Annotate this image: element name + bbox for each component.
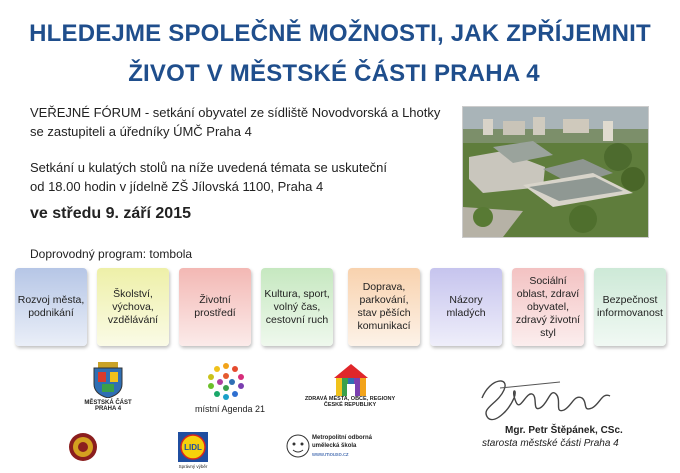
topic-card-nazory-mladych bbox=[430, 268, 502, 346]
lidl-logo-text: LIDL bbox=[184, 443, 202, 452]
praha4-coat-of-arms-icon bbox=[92, 362, 124, 398]
meeting-line1: Setkání u kulatých stolů na níže uvedená témata se uskuteční bbox=[30, 160, 387, 175]
mouso-logo-text: Metropolitní odborná umělecká škola bbox=[312, 435, 372, 449]
partner-logos bbox=[0, 360, 680, 473]
topic-card-socialni-oblast bbox=[512, 268, 584, 346]
forum-text bbox=[30, 103, 450, 141]
topic-card-skolstvi bbox=[97, 268, 169, 346]
topic-cards bbox=[15, 268, 675, 348]
meeting-text bbox=[30, 158, 450, 196]
agenda21-logo-text: místní Agenda 21 bbox=[194, 404, 266, 414]
mayor-role: starosta městské části Praha 4 bbox=[482, 438, 619, 449]
forum-line1: VEŘEJNÉ FÓRUM - setkání obyvatel ze sídliště Novodvorská a Lhotky bbox=[30, 105, 441, 120]
topic-label: Školství, výchova, vzdělávání bbox=[107, 287, 159, 326]
accompanying-program: Doprovodný program: tombola bbox=[30, 247, 193, 261]
topic-label: Rozvoj města, podnikání bbox=[17, 294, 85, 319]
topic-card-kultura bbox=[261, 268, 333, 346]
school-seal-icon bbox=[68, 432, 98, 462]
aerial-photo-illustration bbox=[463, 107, 648, 237]
healthy-cities-house-icon bbox=[334, 364, 368, 396]
lidl-logo-icon bbox=[178, 432, 208, 462]
agenda21-logo-icon bbox=[206, 362, 246, 400]
topic-label: Kultura, sport, volný čas, cestovní ruch bbox=[264, 287, 330, 326]
topic-card-zivotni-prostredi bbox=[179, 268, 251, 346]
page-title-line2: ŽIVOT V MĚSTSKÉ ČÁSTI PRAHA 4 bbox=[128, 60, 540, 87]
event-date: ve středu 9. září 2015 bbox=[30, 205, 191, 222]
topic-label: Bezpečnost informovanost bbox=[597, 294, 663, 319]
topic-label: Názory mladých bbox=[446, 294, 486, 319]
meeting-line2: od 18.00 hodin v jídelně ZŠ Jílovská 1100, Praha 4 bbox=[30, 179, 324, 194]
mouso-url: www.mouso.cz bbox=[312, 452, 349, 458]
healthy-cities-logo-text: ZDRAVÁ MĚSTA, OBCE, REGIONY ČESKÉ REPUBLIKY bbox=[304, 396, 396, 408]
lidl-tagline: Správný výběr bbox=[178, 464, 208, 469]
topic-label: Životní prostředí bbox=[194, 294, 236, 319]
forum-line2: se zastupiteli a úředníky ÚMČ Praha 4 bbox=[30, 124, 252, 139]
topic-card-rozvoj bbox=[15, 268, 87, 346]
topic-label: Sociální oblast, zdraví obyvatel, zdravý životní styl bbox=[515, 274, 581, 339]
topic-label: Doprava, parkování, stav pěších komunikací bbox=[357, 281, 411, 332]
praha4-logo-text: MĚSTSKÁ ČÁST PRAHA 4 bbox=[84, 400, 132, 412]
page-title-line1: HLEDEJME SPOLEČNĚ MOŽNOSTI, JAK ZPŘÍJEMNIT bbox=[29, 20, 651, 47]
topic-card-doprava bbox=[348, 268, 420, 346]
topic-card-bezpecnost bbox=[594, 268, 666, 346]
mayor-signature bbox=[470, 368, 620, 426]
mouso-face-icon bbox=[286, 432, 310, 462]
mayor-name: Mgr. Petr Štěpánek, CSc. bbox=[505, 425, 623, 436]
school-aerial-photo bbox=[462, 106, 649, 238]
